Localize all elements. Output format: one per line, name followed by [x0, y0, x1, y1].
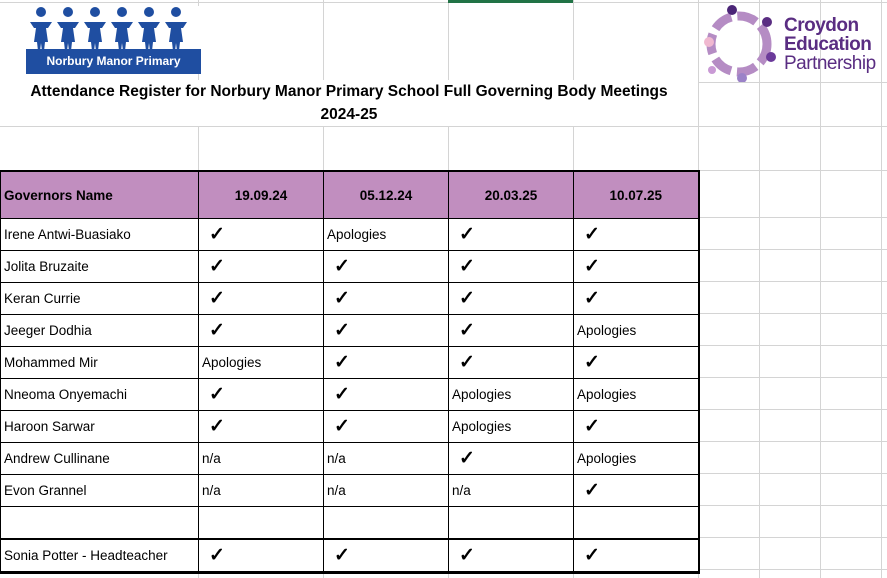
table-row — [1, 539, 699, 573]
people-circle-icon — [697, 2, 782, 82]
attendance-cell[interactable]: n/a — [324, 443, 449, 475]
table-row — [1, 379, 699, 411]
attendance-cell[interactable]: ✓ — [199, 219, 324, 251]
attendance-cell[interactable]: ✓ — [199, 411, 324, 443]
table-row — [1, 251, 699, 283]
gridline — [759, 0, 760, 578]
attendance-cell[interactable]: ✓ — [324, 539, 449, 573]
attendance-cell[interactable]: ✓ — [199, 251, 324, 283]
gridline — [820, 0, 821, 578]
attendance-cell[interactable]: ✓ — [449, 539, 574, 573]
table-row — [1, 411, 699, 443]
attendance-cell[interactable]: Apologies — [574, 315, 699, 347]
attendance-cell[interactable]: ✓ — [199, 539, 324, 573]
attendance-cell[interactable]: Apologies — [574, 443, 699, 475]
attendance-cell[interactable]: ✓ — [449, 283, 574, 315]
attendance-cell[interactable]: Apologies — [574, 379, 699, 411]
table-row — [1, 347, 699, 379]
attendance-cell[interactable]: ✓ — [324, 347, 449, 379]
attendance-cell[interactable]: ✓ — [574, 219, 699, 251]
attendance-table — [0, 170, 700, 574]
attendance-cell[interactable]: ✓ — [449, 219, 574, 251]
governor-name-cell[interactable]: Jeeger Dodhia — [1, 315, 199, 347]
attendance-cell[interactable]: ✓ — [574, 283, 699, 315]
attendance-cell[interactable]: Apologies — [449, 379, 574, 411]
governor-name-cell[interactable]: Haroon Sarwar — [1, 411, 199, 443]
attendance-cell[interactable] — [449, 507, 574, 540]
governor-name-cell[interactable]: Evon Grannel — [1, 475, 199, 507]
governor-name-cell[interactable] — [1, 507, 199, 540]
croydon-education-partnership-logo: Croydon Education Partnership — [697, 2, 887, 82]
attendance-cell[interactable]: ✓ — [324, 315, 449, 347]
governor-name-cell[interactable]: Keran Currie — [1, 283, 199, 315]
attendance-cell[interactable]: ✓ — [324, 379, 449, 411]
table-row — [1, 475, 699, 507]
column-header-date[interactable]: 10.07.25 — [574, 171, 699, 219]
attendance-cell[interactable]: ✓ — [324, 411, 449, 443]
governor-name-cell[interactable]: Irene Antwi-Buasiako — [1, 219, 199, 251]
page-title: Attendance Register for Norbury Manor Primary School Full Governing Body Meetings 2024-25 — [0, 80, 698, 126]
governor-name-cell[interactable]: Mohammed Mir — [1, 347, 199, 379]
table-row — [1, 507, 699, 540]
attendance-cell[interactable]: ✓ — [574, 539, 699, 573]
table-row — [1, 315, 699, 347]
attendance-cell[interactable] — [324, 507, 449, 540]
attendance-cell[interactable]: ✓ — [449, 347, 574, 379]
governor-name-cell[interactable]: Sonia Potter - Headteacher — [1, 539, 199, 573]
header-row — [1, 171, 699, 219]
attendance-cell[interactable]: ✓ — [574, 411, 699, 443]
gridline — [0, 126, 887, 127]
children-figures-icon — [26, 6, 201, 51]
attendance-cell[interactable]: ✓ — [199, 379, 324, 411]
attendance-cell[interactable]: ✓ — [324, 251, 449, 283]
attendance-cell[interactable] — [199, 507, 324, 540]
column-header-date[interactable]: 19.09.24 — [199, 171, 324, 219]
attendance-cell[interactable]: ✓ — [574, 251, 699, 283]
selected-column-indicator — [448, 0, 573, 3]
attendance-cell[interactable]: ✓ — [199, 283, 324, 315]
attendance-cell[interactable]: ✓ — [449, 251, 574, 283]
attendance-cell[interactable]: ✓ — [574, 475, 699, 507]
attendance-cell[interactable]: Apologies — [449, 411, 574, 443]
governor-name-cell[interactable]: Nneoma Onyemachi — [1, 379, 199, 411]
attendance-cell[interactable]: Apologies — [199, 347, 324, 379]
column-header-name[interactable]: Governors Name — [1, 171, 199, 219]
attendance-cell[interactable]: Apologies — [324, 219, 449, 251]
attendance-cell[interactable]: n/a — [324, 475, 449, 507]
attendance-cell[interactable]: ✓ — [574, 347, 699, 379]
attendance-cell[interactable]: n/a — [449, 475, 574, 507]
attendance-cell[interactable]: ✓ — [324, 283, 449, 315]
governor-name-cell[interactable]: Jolita Bruzaite — [1, 251, 199, 283]
attendance-cell[interactable]: n/a — [199, 443, 324, 475]
gridline — [881, 0, 882, 578]
attendance-cell[interactable]: ✓ — [449, 443, 574, 475]
table-row — [1, 443, 699, 475]
norbury-manor-logo: Norbury Manor Primary — [26, 6, 201, 73]
governor-name-cell[interactable]: Andrew Cullinane — [1, 443, 199, 475]
attendance-cell[interactable]: ✓ — [199, 315, 324, 347]
column-header-date[interactable]: 05.12.24 — [324, 171, 449, 219]
attendance-cell[interactable] — [574, 507, 699, 540]
attendance-cell[interactable]: n/a — [199, 475, 324, 507]
attendance-cell[interactable]: ✓ — [449, 315, 574, 347]
column-header-date[interactable]: 20.03.25 — [449, 171, 574, 219]
table-row — [1, 219, 699, 251]
table-row — [1, 283, 699, 315]
